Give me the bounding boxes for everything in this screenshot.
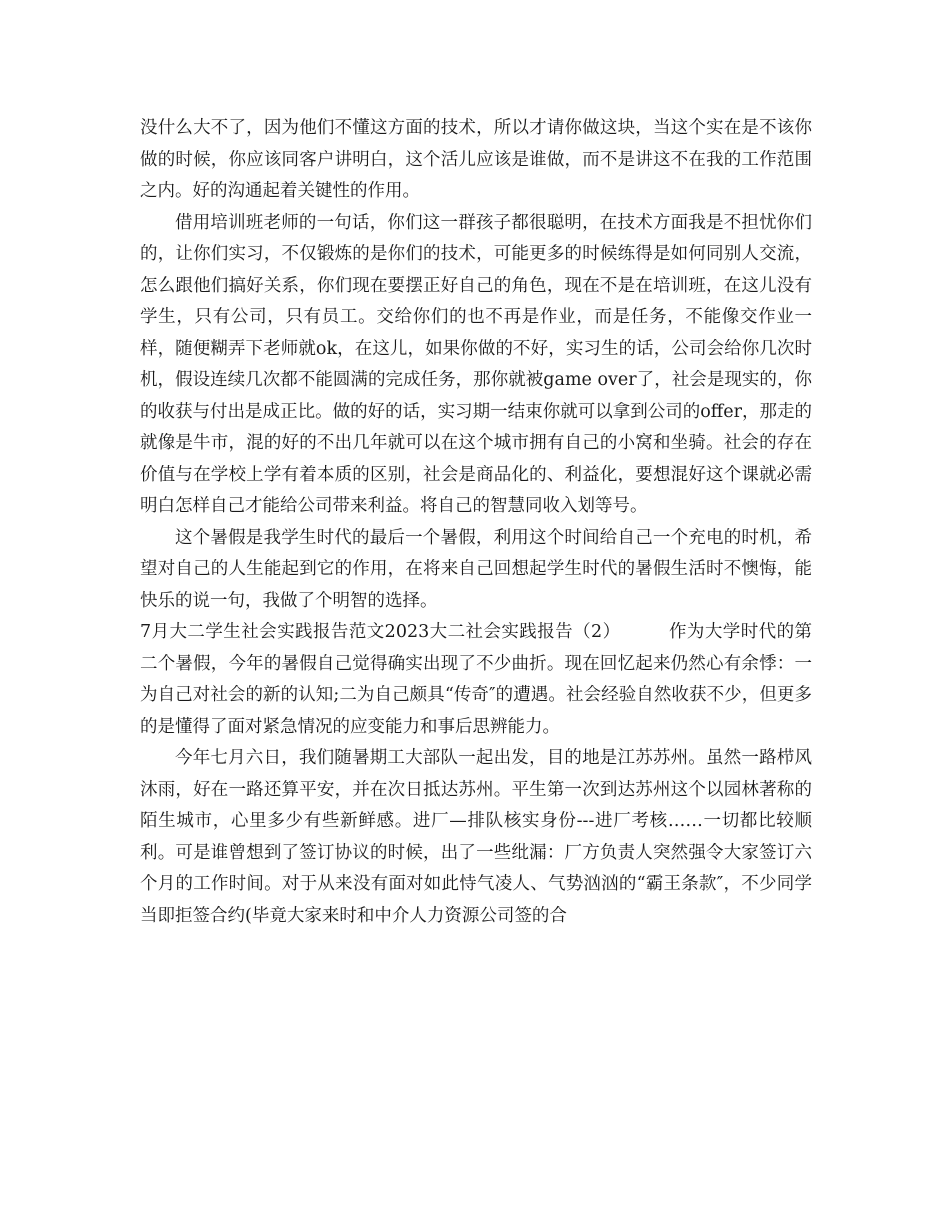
- paragraph-2: 借用培训班老师的一句话，你们这一群孩子都很聪明，在技术方面我是不担忧你们的，让你们实习，不仅锻炼的是你们的技术，可能更多的时候练得是如何同别人交流，怎么跟他们搞好关系，你们现在要摆正好自己的角色，现在不是在培训班，在这儿没有学生，只有公司，只有员工。交给你们的也不再是作业，而是任务，不能像交作业一样，随便糊弄下老师就ok，在这儿，如果你做的不好，实习生的话，公司会给你几次时机，假设连续几次都不能圆满的完成任务，那你就被game over了，社会是现实的，你的收获与付出是成正比。做的好的话，实习期一结束你就可以拿到公司的offer，那走的就像是牛市，混的好的不出几年就可以在这个城市拥有自己的小窝和坐骑。社会的存在价值与在学校上学有着本质的区别，社会是商品化的、利益化，要想混好这个课就必需明白怎样自己才能给公司带来利益。将自己的智慧同收入划等号。: [140, 212, 812, 516]
- paragraph-3: 这个暑假是我学生时代的最后一个暑假，利用这个时间给自己一个充电的时机，希望对自己的人生能起到它的作用，在将来自己回想起学生时代的暑假生活时不懊悔，能快乐的说一句，我做了个明智的选择。: [140, 527, 812, 611]
- paragraph-1: 没什么大不了，因为他们不懂这方面的技术，所以才请你做这块，当这个实在是不该你做的时候，你应该同客户讲明白，这个活儿应该是谁做，而不是讲这不在我的工作范围之内。好的沟通起着关键性的作用。: [140, 118, 812, 201]
- section-text: 作为大学时代的第二个暑假，今年的暑假自己觉得确实出现了不少曲折。现在回忆起来仍然心有余悸：一为自己对社会的新的认知;二为自己颇具“传奇″的遭遇。社会经验自然收获不少，但更多的是懂得了面对紧急情况的应变能力和事后思辨能力。: [140, 622, 813, 737]
- paragraph-5: 今年七月六日，我们随暑期工大部队一起出发，目的地是江苏苏州。虽然一路栉风沐雨，好在一路还算平安，并在次日抵达苏州。平生第一次到达苏州这个以园林著称的陌生城市，心里多少有些新鲜感。进厂—排队核实身份---进厂考核……一切都比较顺利。可是谁曾想到了签订协议的时候，出了一些纰漏：厂方负责人突然强令大家签订六个月的工作时间。对于从来没有面对如此恃气凌人、气势汹汹的“霸王条款″，不少同学当即拒签合约(毕竟大家来时和中介人力资源公司签的合: [140, 748, 812, 926]
- section-title: 7月大二学生社会实践报告范文2023大二社会实践报告（2）: [140, 622, 621, 642]
- document-body: [140, 113, 812, 932]
- section-paragraph: [140, 617, 812, 743]
